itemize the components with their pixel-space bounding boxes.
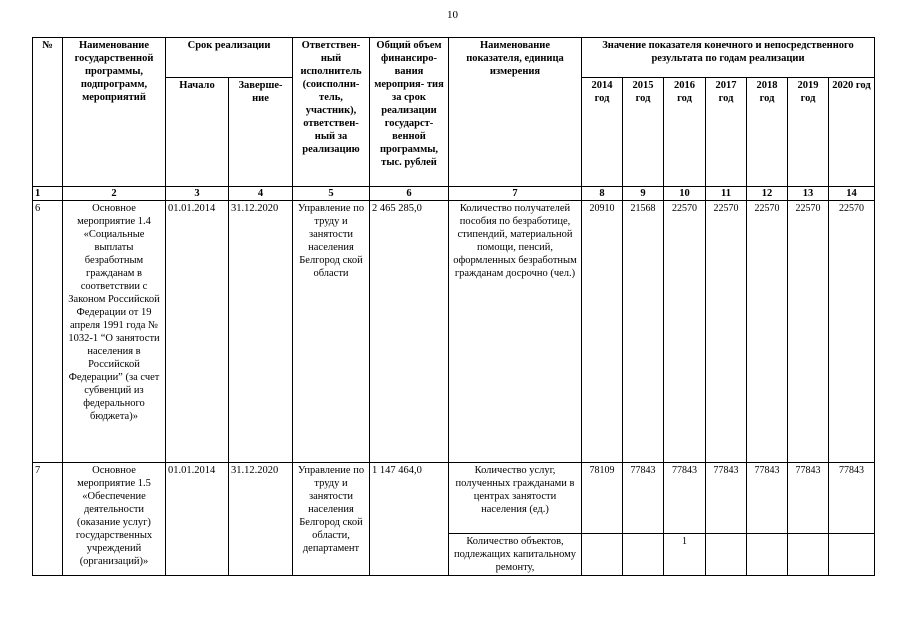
column-number-row <box>33 187 875 201</box>
indicator-name: Количество объектов, подлежащих капитальному ремонту, <box>449 534 582 576</box>
indicator-value: 22570 <box>664 201 706 463</box>
indicator-value <box>788 534 829 576</box>
col-header-year: 2020 год <box>829 78 875 187</box>
executor: Управление по труду и занятости населения Белгород ской области, департамент <box>293 463 370 576</box>
column-number: 12 <box>747 187 788 201</box>
column-number: 11 <box>706 187 747 201</box>
column-number: 4 <box>229 187 293 201</box>
end-date: 31.12.2020 <box>229 201 293 463</box>
col-header-year: 2018 год <box>747 78 788 187</box>
end-date: 31.12.2020 <box>229 463 293 576</box>
measure-name: Основное мероприятие 1.5 «Обеспечение деятельности (оказание услуг) государственных учреждений (организаций)» <box>63 463 166 576</box>
start-date: 01.01.2014 <box>166 463 229 576</box>
column-number: 3 <box>166 187 229 201</box>
col-header-no: № <box>33 38 63 187</box>
funding-amount: 2 465 285,0 <box>370 201 449 463</box>
indicator-value: 77843 <box>664 463 706 534</box>
table-row <box>33 201 875 463</box>
row-number: 6 <box>33 201 63 463</box>
measure-name: Основное мероприятие 1.4 «Социальные выплаты безработным гражданам в соответствии с Законом Российской Федерации от 19 апреля 1991 года № 1032-1 “О занятости населения в Российской Федерации” (за счет субвенций из федерального бюджета)» <box>63 201 166 463</box>
column-number: 2 <box>63 187 166 201</box>
column-number: 1 <box>33 187 63 201</box>
funding-amount: 1 147 464,0 <box>370 463 449 576</box>
indicator-value: 22570 <box>829 201 875 463</box>
col-header-program-name: Наименование государственной программы, подпрограмм, мероприятий <box>63 38 166 187</box>
indicator-value <box>582 534 623 576</box>
col-header-period: Срок реализации <box>166 38 293 78</box>
indicator-name: Количество услуг, полученных гражданами в центрах занятости населения (ед.) <box>449 463 582 534</box>
indicator-value: 77843 <box>706 463 747 534</box>
column-number: 13 <box>788 187 829 201</box>
col-header-year: 2015 год <box>623 78 664 187</box>
indicator-value: 78109 <box>582 463 623 534</box>
indicator-value: 22570 <box>747 201 788 463</box>
page-number: 10 <box>447 9 458 21</box>
indicator-value: 77843 <box>747 463 788 534</box>
col-header-executor: Ответствен- ный исполнитель (соисполни- тель, участник), ответствен- ный за реализацию <box>293 38 370 187</box>
column-number: 7 <box>449 187 582 201</box>
column-number: 8 <box>582 187 623 201</box>
indicator-value <box>706 534 747 576</box>
header-row-1 <box>33 38 875 78</box>
column-number: 5 <box>293 187 370 201</box>
col-header-end: Заверше- ние <box>229 78 293 187</box>
col-header-start: Начало <box>166 78 229 187</box>
indicator-value: 20910 <box>582 201 623 463</box>
indicator-value <box>829 534 875 576</box>
indicator-value: 22570 <box>788 201 829 463</box>
col-header-funding: Общий объем финансиро- вания мероприя- тия за срок реализации государст- венной программы, тыс. рублей <box>370 38 449 187</box>
row-number: 7 <box>33 463 63 576</box>
column-number: 14 <box>829 187 875 201</box>
indicator-value: 77843 <box>829 463 875 534</box>
indicator-value: 21568 <box>623 201 664 463</box>
indicator-value: 1 <box>664 534 706 576</box>
indicator-value: 22570 <box>706 201 747 463</box>
col-header-year: 2016 год <box>664 78 706 187</box>
program-table <box>32 37 875 576</box>
indicator-value: 77843 <box>623 463 664 534</box>
col-header-values: Значение показателя конечного и непосредственного результата по годам реализации <box>582 38 875 78</box>
start-date: 01.01.2014 <box>166 201 229 463</box>
table-row <box>33 463 875 534</box>
column-number: 9 <box>623 187 664 201</box>
col-header-year: 2019 год <box>788 78 829 187</box>
indicator-name: Количество получателей пособия по безработице, стипендий, материальной помощи, пенсий, оформленных безработным гражданам досрочно (чел.) <box>449 201 582 463</box>
column-number: 6 <box>370 187 449 201</box>
col-header-year: 2014 год <box>582 78 623 187</box>
col-header-year: 2017 год <box>706 78 747 187</box>
indicator-value <box>747 534 788 576</box>
col-header-indicator: Наименование показателя, единица измерения <box>449 38 582 187</box>
executor: Управление по труду и занятости населения Белгород ской области <box>293 201 370 463</box>
column-number: 10 <box>664 187 706 201</box>
indicator-value: 77843 <box>788 463 829 534</box>
indicator-value <box>623 534 664 576</box>
